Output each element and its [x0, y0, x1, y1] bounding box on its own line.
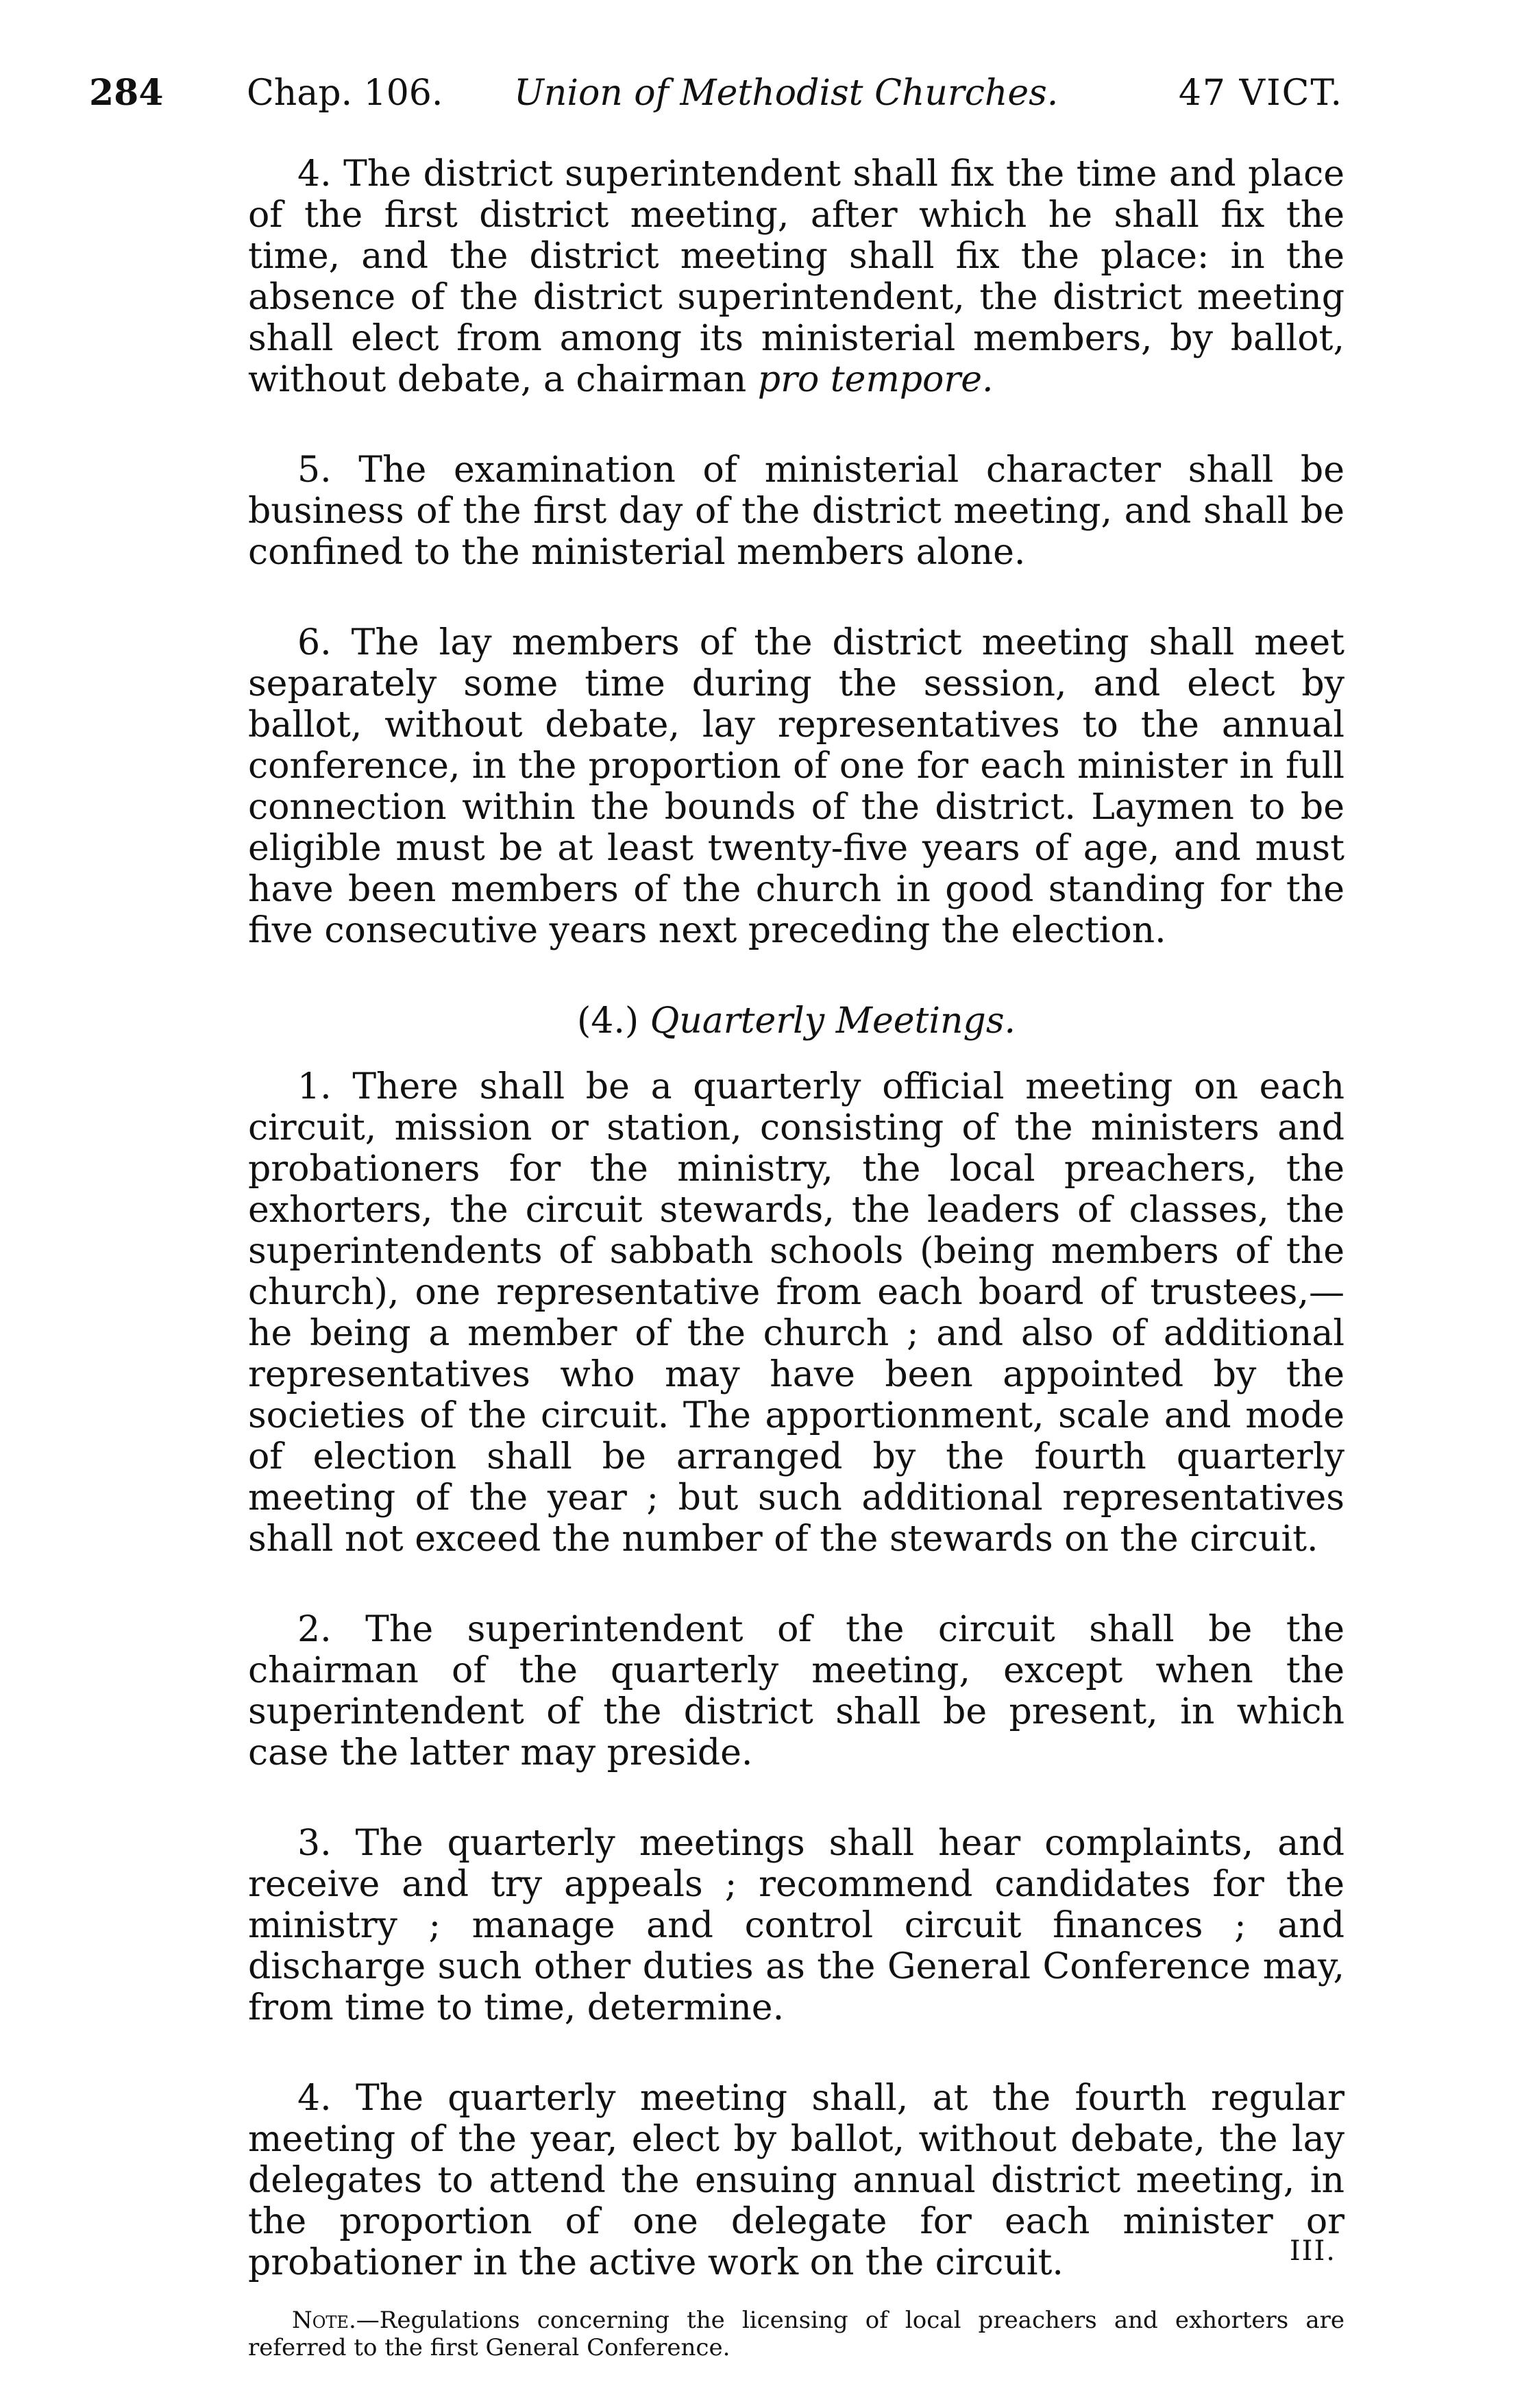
pro-tempore-italic: pro tempore.	[757, 359, 994, 400]
note-text: —Regulations concerning the licensing of local preachers and exhorters are referred to the first General Conference.	[248, 2307, 1344, 2361]
quarterly-section-3-paragraph: 3. The quarterly meetings shall hear complaints, and receive and try appeals ; recommend candidates for the ministry ; manage and control circuit finances ; and discharge such other duties as the General Conference may, from time to time, determine.	[248, 1823, 1344, 2028]
running-header	[89, 66, 1343, 121]
body-text	[248, 153, 1344, 2361]
quarterly-section-1-paragraph: 1. There shall be a quarterly official meeting on each circuit, mission or station, consisting of the ministers and probationers for the ministry, the local preachers, the exhorters, the circuit stewards, the leaders of classes, the superintendents of sabbath schools (being members of the church), one representative from each board of trustees,—he being a member of the church ; and also of additional representatives who may have been appointed by the societies of the circuit. The apportionment, scale and mode of election shall be arranged by the fourth quarterly meeting of the year ; but such additional representatives shall not exceed the number of the stewards on the circuit.	[248, 1066, 1344, 1560]
page-number: 284	[89, 72, 164, 114]
running-title: Union of Methodist Churches.	[514, 73, 1059, 114]
quarterly-section-2-paragraph: 2. The superintendent of the circuit shall be the chairman of the quarterly meeting, except when the superintendent of the district shall be present, in which case the latter may preside.	[248, 1609, 1344, 1773]
quarterly-meetings-heading	[248, 1000, 1344, 1042]
quarterly-section-4-paragraph: 4. The quarterly meeting shall, at the fourth regular meeting of the year, elect by ballot, without debate, the lay delegates to attend the ensuing annual district meeting, in the proportion of one delegate for each minister or probationer in the active work on the circuit.	[248, 2078, 1344, 2283]
note-label: Note.	[292, 2307, 356, 2334]
paragraph-text: 4. The district superintendent shall fix the time and place of the first district meeting, after which he shall fix the time, and the district meeting shall fix the place: in the absence of the district superintendent, the district meeting shall elect from among its ministerial members, by ballot, without debate, a chairman	[248, 153, 1344, 400]
section-5-paragraph: 5. The examination of ministerial character shall be business of the first day of the district meeting, and shall be confined to the ministerial members alone.	[248, 450, 1344, 573]
chapter-number: Chap. 106.	[247, 73, 443, 114]
regnal-year: 47 VICT.	[1178, 73, 1343, 114]
subheading-title: Quarterly Meetings.	[650, 1000, 1016, 1042]
subheading-number: (4.)	[576, 1000, 639, 1042]
footnote	[248, 2307, 1344, 2361]
section-6-paragraph: 6. The lay members of the district meeting shall meet separately some time during the session, and elect by ballot, without debate, lay representatives to the annual conference, in the proportion of one for each minister in full connection within the bounds of the district. Laymen to be eligible must be at least twenty-five years of age, and must have been members of the church in good standing for the five consecutive years next preceding the election.	[248, 622, 1344, 951]
catchword: III.	[1289, 2235, 1336, 2267]
section-4-district-paragraph	[248, 153, 1344, 400]
